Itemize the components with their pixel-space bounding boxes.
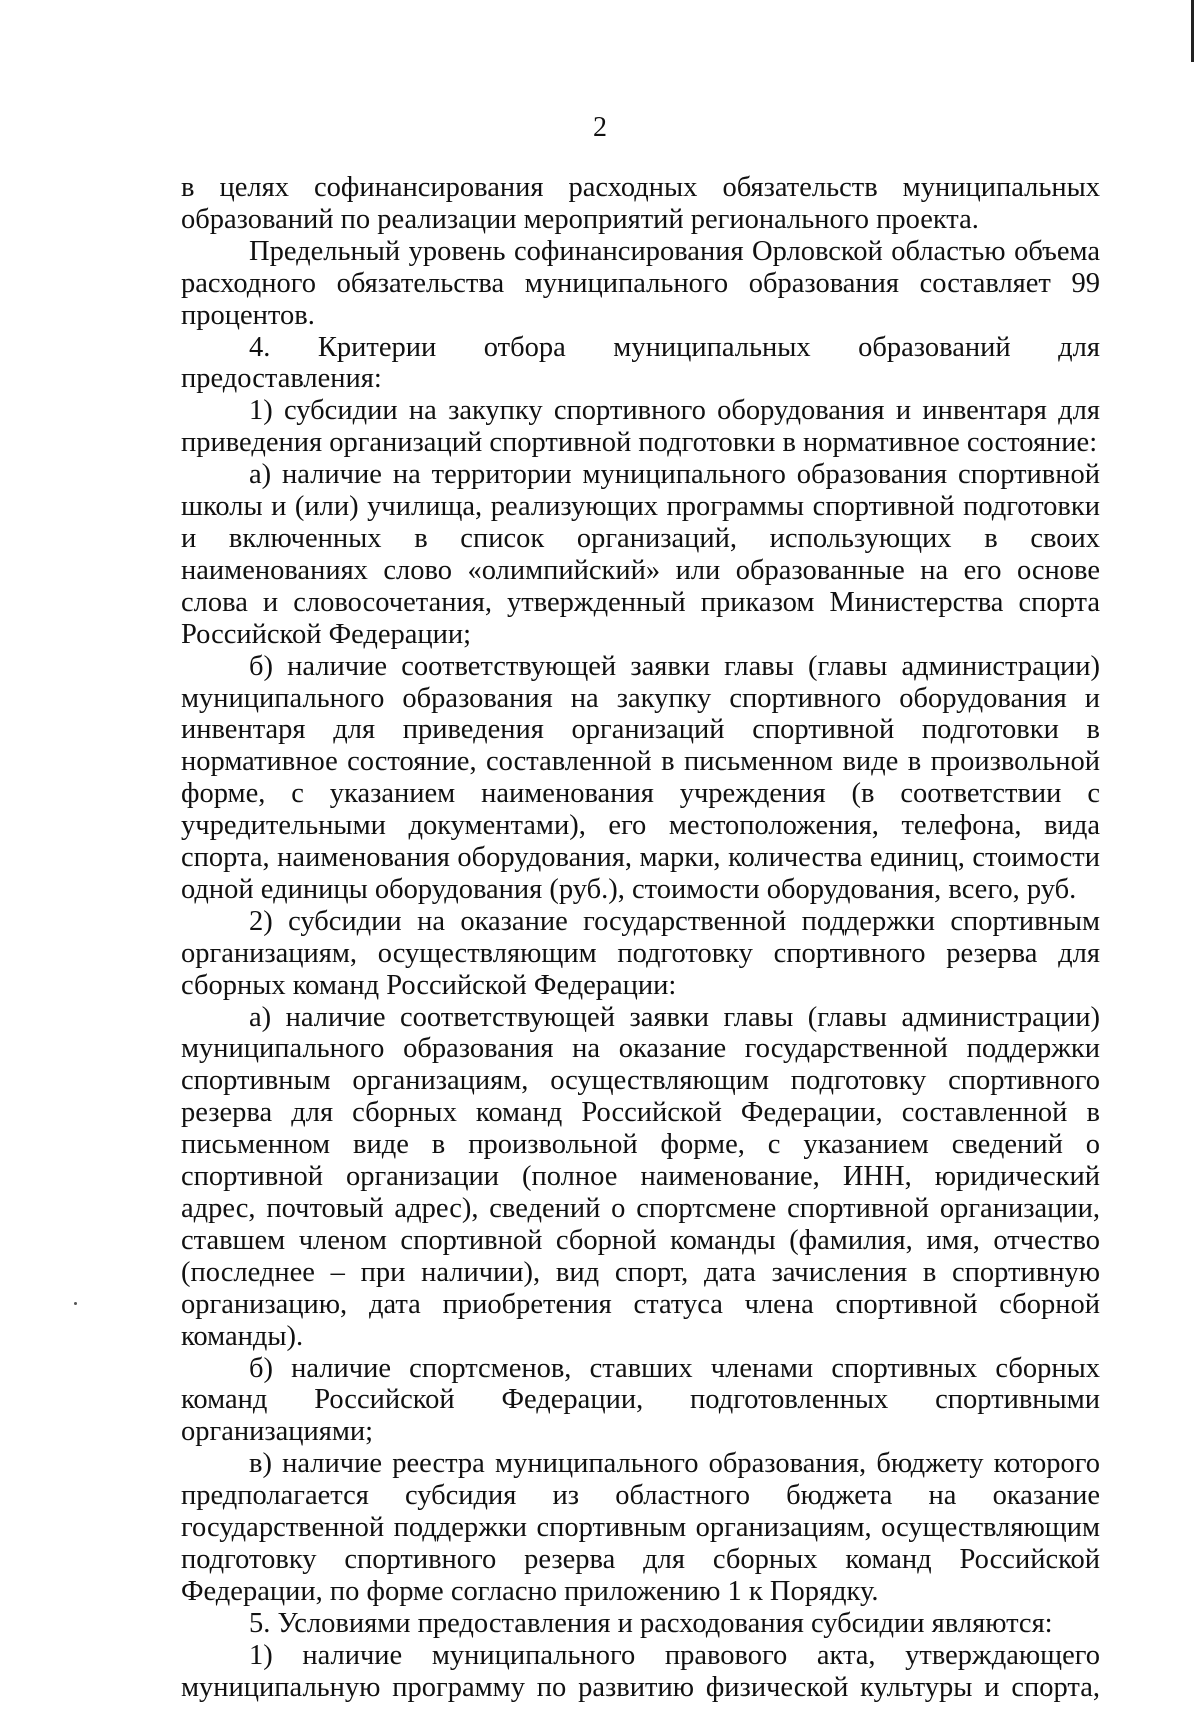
section-heading: 4. Критерии отбора муниципальных образований для предоставления: <box>181 331 1100 395</box>
paragraph: в целях софинансирования расходных обязательств муниципальных образований по реализации мероприятий регионального проекта. <box>181 172 1100 235</box>
paragraph: 2) субсидии на оказание государственной поддержки спортивным организациям, осуществляющим подготовку спортивного резерва для сборных команд Российской Федерации: <box>181 905 1100 1001</box>
paragraph: а) наличие на территории муниципального образования спортивной школы и (или) училища, реализующих программы спортивной подготовки и включенных в список организаций, использующих в своих наименованиях слово «олимпийский» или образованные на его основе слова и словосочетания, утвержденный приказом Министерства спорта Российской Федерации; <box>181 459 1100 650</box>
page-number: 2 <box>593 112 607 143</box>
paragraph: б) наличие соответствующей заявки главы (главы администрации) муниципального образования на закупку спортивного оборудования и инвентаря для приведения организаций спортивной подготовки в нормативное состояние, составленной в письменном виде в произвольной форме, с указанием наименования учреждения (в соответствии с учредительными документами), его местоположения, телефона, вида спорта, наименования оборудования, марки, количества единиц, стоимости одной единицы оборудования (руб.), стоимости оборудования, всего, руб. <box>181 650 1100 905</box>
paragraph: Предельный уровень софинансирования Орловской областью объема расходного обязательства муниципального образования составляет 99 процентов. <box>181 235 1100 331</box>
paragraph: в) наличие реестра муниципального образования, бюджету которого предполагается субсидия из областного бюджета на оказание государственной поддержки спортивным организациям, осуществляющим подготовку спортивного резерва для сборных команд Российской Федерации, по форме согласно приложению 1 к Порядку. <box>181 1448 1100 1607</box>
paragraph: 1) субсидии на закупку спортивного оборудования и инвентаря для приведения организаций спортивной подготовки в нормативное состояние: <box>181 395 1100 459</box>
document-body <box>181 172 1100 1704</box>
section-heading: 5. Условиями предоставления и расходования субсидии являются: <box>249 1607 1053 1639</box>
scan-edge-mark <box>1191 0 1194 62</box>
scan-speck <box>74 1302 77 1305</box>
paragraph: а) наличие соответствующей заявки главы (главы администрации) муниципального образования на оказание государственной поддержки спортивным организациям, осуществляющим подготовку спортивного резерва для сборных команд Российской Федерации, составленной в письменном виде в произвольной форме, с указанием сведений о спортивной организации (полное наименование, ИНН, юридический адрес, почтовый адрес), сведений о спортсмене спортивной организации, ставшем членом спортивной сборной команды (фамилия, имя, отчество (последнее – при наличии), вид спорт, дата зачисления в спортивную организацию, дата приобретения статуса члена спортивной сборной команды). <box>181 1001 1100 1352</box>
paragraph: 1) наличие муниципального правового акта, утверждающего муниципальную программу по развитию физической культуры и спорта, <box>181 1639 1100 1703</box>
paragraph: б) наличие спортсменов, ставших членами спортивных сборных команд Российской Федерации, подготовленных спортивными организациями; <box>181 1352 1100 1448</box>
